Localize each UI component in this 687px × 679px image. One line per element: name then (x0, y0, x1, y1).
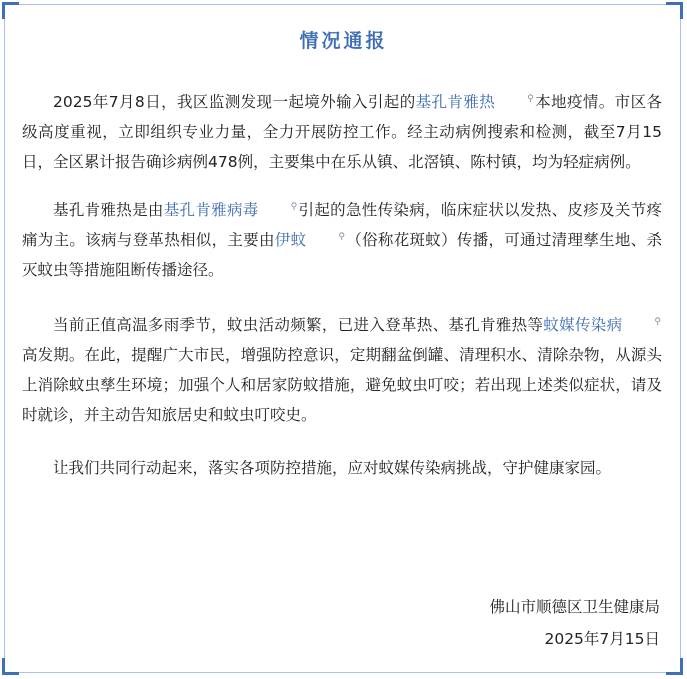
search-icon[interactable]: ⚲ (290, 201, 298, 212)
paragraph-1 (22, 87, 662, 177)
frame-corner (2, 658, 19, 675)
frame-corner (666, 658, 683, 675)
text-segment: （俗称花斑蚊）传播，可通过清理孳生地、杀灭蚊虫等措施阻断传播途径。 (22, 231, 662, 279)
notice-body (22, 87, 662, 483)
text-segment: 引起的急性传染病，临床症状以发热、皮疹及关节疼痛为主。该病与登革热相似，主要由 (22, 201, 662, 249)
text-segment: 当前正值高温多雨季节，蚊虫活动频繁，已进入登革热、基孔肯雅热等 (53, 316, 544, 334)
notice-title: 情况通报 (299, 30, 388, 52)
search-icon[interactable]: ⚲ (338, 231, 345, 242)
search-icon[interactable]: ⚲ (654, 316, 661, 327)
keyword-link-chikungunya-virus[interactable]: 基孔肯雅病毒 (163, 201, 259, 219)
text-segment: 2025年7月8日，我区监测发现一起境外输入引起的 (53, 93, 416, 111)
frame-corner (2, 2, 19, 19)
paragraph-4: 让我们共同行动起来，落实各项防控措施，应对蚊媒传染病挑战，守护健康家园。 (53, 459, 612, 477)
signature-date: 2025年7月15日 (544, 630, 660, 648)
paragraph-3 (22, 310, 662, 430)
text-segment: 本地疫情。市区各级高度重视，立即组织专业力量，全力开展防控工作。经主动病例搜索和检测，截至7月15日，全区累计报告确诊病例478例，主要集中在乐从镇、北滘镇、陈村镇，均为轻症病例。 (22, 93, 662, 171)
search-icon[interactable]: ⚲ (527, 93, 534, 104)
text-segment: 基孔肯雅热是由 (53, 201, 164, 219)
frame-corner (666, 2, 683, 19)
paragraph-2 (22, 195, 662, 285)
keyword-link-chikungunya[interactable]: 基孔肯雅热 (415, 93, 496, 111)
text-segment: 高发期。在此，提醒广大市民，增强防控意识，定期翻盆倒罐、清理积水、清除杂物，从源头上消除蚊虫孳生环境；加强个人和居家防蚊措施，避免蚊虫叮咬；若出现上述类似症状，请及时就诊，并主动告知旅居史和蚊虫叮咬史。 (22, 346, 662, 424)
signature-org: 佛山市顺德区卫生健康局 (489, 598, 660, 616)
keyword-link-mosquito-borne-disease[interactable]: 蚊媒传染病 (543, 316, 623, 334)
keyword-link-aedes[interactable]: 伊蚊 (274, 231, 307, 249)
